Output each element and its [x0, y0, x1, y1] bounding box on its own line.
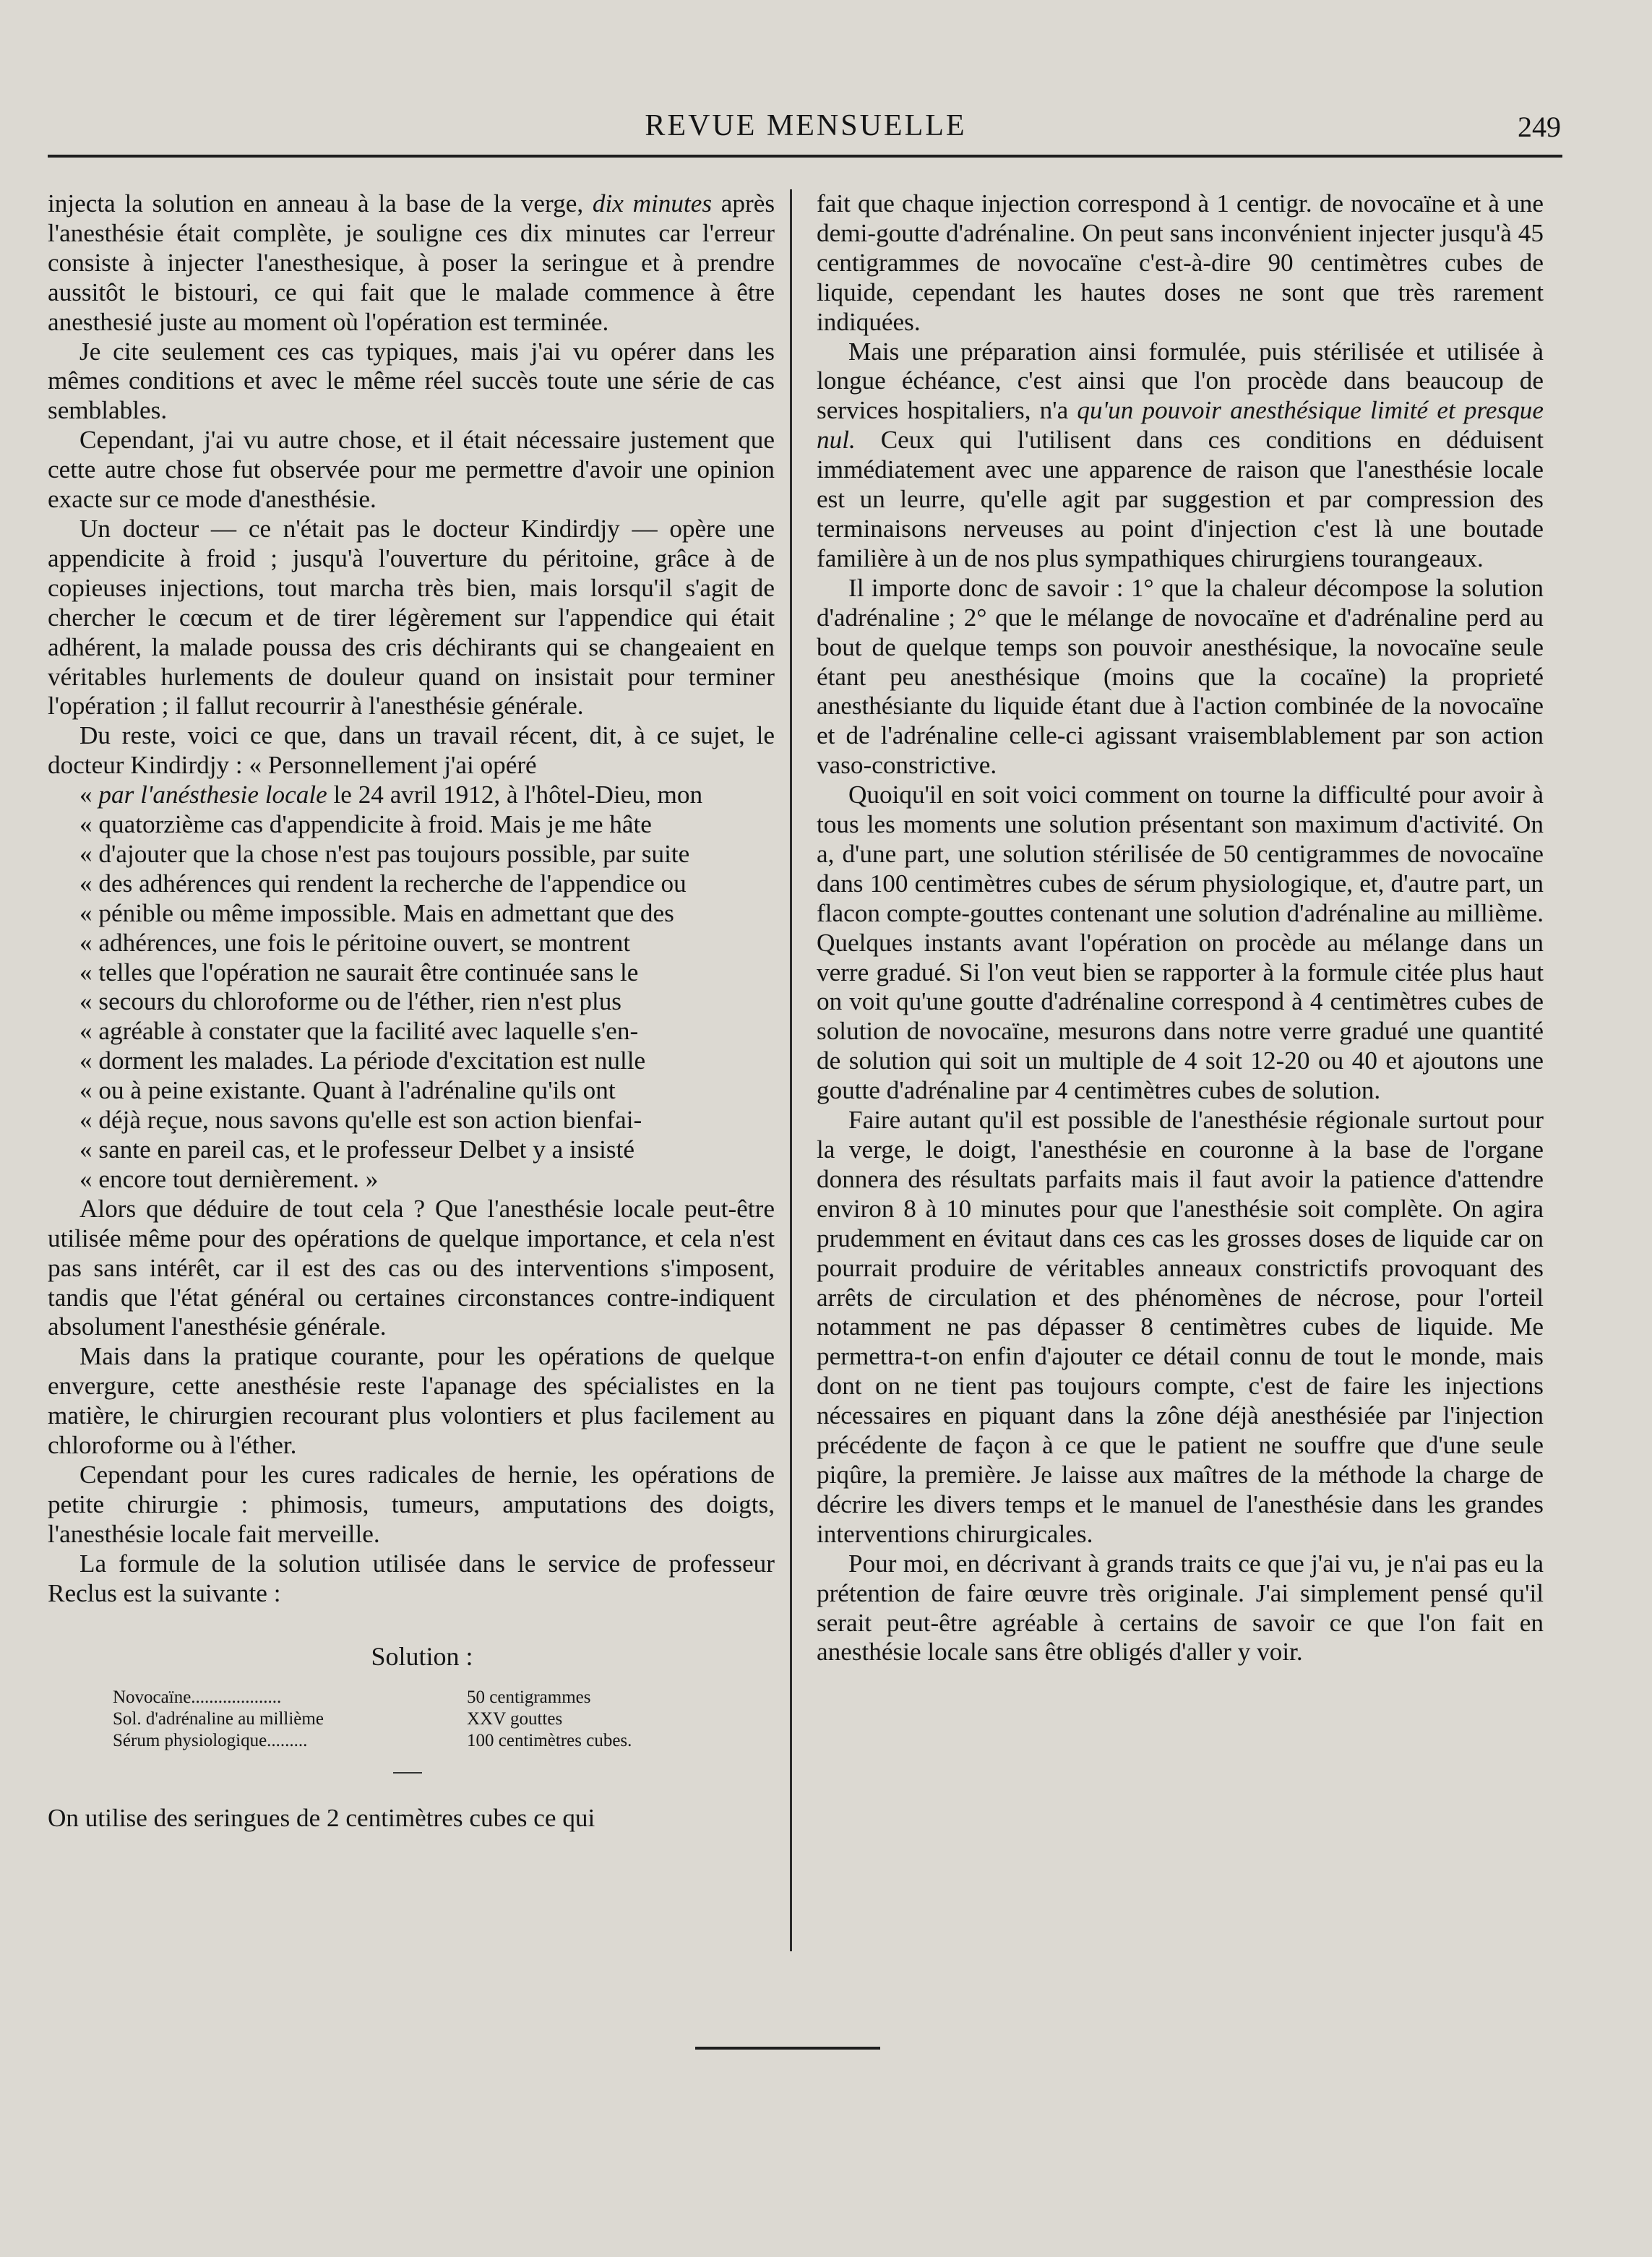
quote-line: [48, 869, 775, 899]
text-span: après l'anesthésie était complète, je souligne ces dix minutes car l'erreur consiste à injecter l'anesthesique, à poser la seringue et à prendre aussitôt le bistouri, ce qui fait que le malade commence à être anesthesié juste au moment où l'opération est terminée.: [48, 189, 775, 336]
paragraph: Cependant, j'ai vu autre chose, et il était nécessaire justement que cette autre chose fut observée pour me permettre d'avoir une opinion exacte sur ce mode d'anesthésie.: [48, 426, 775, 514]
paragraph: fait que chaque injection correspond à 1 centigr. de novocaïne et à une demi-goutte d'adrénaline. On peut sans inconvénient injecter jusqu'à 45 centigrammes de novocaïne c'est-à-dire 90 centimètres cubes de liquide, cependant les hautes doses ne sont que très rarement indiquées.: [817, 189, 1544, 336]
solution-row: [113, 1730, 775, 1752]
ingredient-name: Sérum physiologique.........: [113, 1731, 308, 1751]
paragraph: [48, 189, 775, 338]
text-span: «: [79, 781, 99, 809]
text-span: « sante en pareil cas, et le professeur Delbet y a insisté: [79, 1135, 634, 1164]
running-head: [51, 108, 1561, 152]
ingredient-dose: XXV gouttes: [467, 1709, 563, 1729]
quote-line: [48, 1165, 775, 1195]
quote-line: [48, 929, 775, 958]
quote-line: [48, 781, 775, 810]
quote-line: [48, 899, 775, 929]
paragraph: Faire autant qu'il est possible de l'anesthésie régionale surtout pour la verge, le doigt, l'anesthésie en couronne à la base de l'organe donnera des résultats parfaits mais il faut avoir la patience d'attendre environ 8 à 10 minutes pour que l'anesthésie soit complète. On agira prudemment en évitaut dans ces cas les grosses doses de liquide car on pourrait produire de véritables anneaux constrictifs provoquant des arrêts de circulation et des phénomènes de nécrose, pour l'orteil notamment ne pas dépasser 8 centimètres cubes de liquide. Me permettra-t-on enfin d'ajouter ce détail connu de tout le monde, mais dont on ne tient pas toujours compte, c'est de faire les injections nécessaires en piquant dans la zône déjà anesthésiée par l'injection précédente de façon à ce que le patient ne souffre que d'une seule piqûre, la première. Je laisse aux maîtres de la méthode la charge de décrire les divers temps et le manuel de l'anesthésie dans les grandes interventions chirurgicales.: [817, 1106, 1544, 1548]
text-span: « adhérences, une fois le péritoine ouvert, se montrent: [79, 928, 631, 957]
text-span: Ceux qui l'utilisent dans ces conditions en déduisent immédiatement avec une apparence de raison que l'anesthésie locale est un leurre, qu'elle agit par suggestion et par compression des terminaisons nerveuses au point d'injection c'est là une boutade familière à un de nos plus sympathiques chirurgiens tourangeaux.: [817, 426, 1544, 572]
left-column: [48, 189, 775, 1833]
quote-line: [48, 987, 775, 1017]
ingredient-dose: 50 centigrammes: [467, 1688, 591, 1708]
text-span: « dorment les malades. La période d'excitation est nulle: [79, 1046, 646, 1075]
quote-line: [48, 1046, 775, 1076]
page-number: 249: [1518, 111, 1561, 143]
quote-line: [48, 1076, 775, 1106]
quotation: [48, 781, 775, 1195]
quote-line: [48, 810, 775, 840]
text-span: « déjà reçue, nous savons qu'elle est son action bienfai-: [79, 1106, 642, 1135]
emphasis: dix minutes: [592, 189, 713, 218]
quote-line: [48, 1017, 775, 1046]
text-span: « encore tout dernièrement. »: [79, 1164, 379, 1193]
text-span: « ou à peine existante. Quant à l'adrénaline qu'ils ont: [79, 1076, 616, 1105]
solution-formula: [48, 1642, 775, 1774]
paragraph: Mais dans la pratique courante, pour les opérations de quelque envergure, cette anesthésie reste l'apanage des spécialistes en la matière, le chirurgien recourant plus volontiers et plus facilement au chloroforme ou à l'éther.: [48, 1342, 775, 1460]
ingredient-dose: 100 centimètres cubes.: [467, 1731, 632, 1751]
paragraph: Alors que déduire de tout cela ? Que l'anesthésie locale peut-être utilisée même pour des opérations de quelque importance, et cela n'est pas sans intérêt, car il est des cas ou des interventions s'imposent, tandis que l'état général ou certaines circonstances contre-indiquent absolument l'anesthésie générale.: [48, 1194, 775, 1341]
quote-line: [48, 1106, 775, 1135]
text-span: « telles que l'opération ne saurait être continuée sans le: [79, 958, 639, 986]
quote-line: [48, 958, 775, 988]
solution-rule: [393, 1772, 422, 1774]
end-rule: [695, 2047, 880, 2050]
text-span: « quatorzième cas d'appendicite à froid. Mais je me hâte: [79, 810, 652, 839]
paragraph: Quoiqu'il en soit voici comment on tourne la difficulté pour avoir à tous les moments une solution présentant son maximum d'activité. On a, d'une part, une solution stérilisée de 50 centigrammes de novocaïne dans 100 centimètres cubes de sérum physiologique, et, d'autre part, un flacon compte-gouttes contenant une solution d'adrénaline au millième. Quelques instants avant l'opération on procède au mélange dans un verre gradué. Si l'on veut bien se rapporter à la formule citée plus haut on voit qu'une goutte d'adrénaline correspond à 4 centimètres cubes de solution de novocaïne, mesurons dans notre verre gradué une quantité de solution qui soit un multiple de 4 soit 12-20 ou 40 et ajoutons une goutte d'adrénaline par 4 centimètres cubes de solution.: [817, 781, 1544, 1105]
right-column: [817, 189, 1544, 1667]
paragraph: Pour moi, en décrivant à grands traits ce que j'ai vu, je n'ai pas eu la prétention de faire œuvre très originale. J'ai simplement pensé qu'il serait peut-être agréable à certains de savoir ce que l'on fait en anesthésie locale sans être obligés d'aller y voir.: [817, 1549, 1544, 1667]
text-span: injecta la solution en anneau à la base de la verge,: [48, 189, 584, 218]
paragraph: Un docteur — ce n'était pas le docteur Kindirdjy — opère une appendicite à froid ; jusqu'à l'ouverture du péritoine, grâce à de copieuses injections, tout marcha très bien, mais lorsqu'il s'agit de chercher le cœcum et de tirer légèrement sur l'appendice qui était adhérent, la malade poussa des cris déchirants qui se changeaient en véritables hurlements de douleur quand on insistait pour terminer l'opération ; il fallut recourrir à l'anesthésie générale.: [48, 514, 775, 721]
text-span: « pénible ou même impossible. Mais en admettant que des: [79, 898, 674, 927]
paragraph: Cependant pour les cures radicales de hernie, les opérations de petite chirurgie : phimosis, tumeurs, amputations des doigts, l'anesthésie locale fait merveille.: [48, 1460, 775, 1548]
solution-row: [113, 1687, 775, 1708]
emphasis: qu'un pouvoir anesthésique limité et presque nul.: [817, 396, 1544, 455]
solution-row: [113, 1708, 775, 1730]
quote-line: [48, 1135, 775, 1165]
quote-line: [48, 840, 775, 869]
text-span: « agréable à constater que la facilité avec laquelle s'en-: [79, 1017, 639, 1046]
ingredient-name: Sol. d'adrénaline au millième: [113, 1709, 324, 1729]
text-span: Mais une préparation ainsi formulée, puis stérilisée et utilisée à longue échéance, c'est ainsi que l'on procède dans beaucoup de services hospitaliers, n'a: [817, 337, 1544, 425]
paragraph: Du reste, voici ce que, dans un travail récent, dit, à ce sujet, le docteur Kindirdjy : « Personnellement j'ai opéré: [48, 721, 775, 780]
text-span: le 24 avril 1912, à l'hôtel-Dieu, mon: [327, 781, 703, 809]
column-rule: [790, 189, 792, 1951]
journal-title: REVUE MENSUELLE: [645, 109, 967, 142]
text-span: « des adhérences qui rendent la recherche de l'appendice ou: [79, 869, 687, 898]
text-span: « d'ajouter que la chose n'est pas toujours possible, par suite: [79, 839, 690, 868]
text-span: « secours du chloroforme ou de l'éther, rien n'est plus: [79, 987, 622, 1016]
paragraph: La formule de la solution utilisée dans le service de professeur Reclus est la suivante :: [48, 1549, 775, 1607]
ingredient-name: Novocaïne....................: [113, 1688, 282, 1708]
paragraph: Je cite seulement ces cas typiques, mais j'ai vu opérer dans les mêmes conditions et avec le même réel succès toute une série de cas semblables.: [48, 337, 775, 425]
header-rule: [48, 155, 1562, 158]
paragraph: On utilise des seringues de 2 centimètres cubes ce qui: [48, 1804, 595, 1833]
emphasis: par l'anésthesie locale: [98, 781, 327, 809]
paragraph: Il importe donc de savoir : 1° que la chaleur décompose la solution d'adrénaline ; 2° que le mélange de novocaïne et d'adrénaline perd au bout de quelque temps son pouvoir anesthésique, la novocaïne seule étant peu anesthésique (moins que la cocaïne) la proprieté anesthésiante du liquide étant due à l'action combinée de la novocaïne et de l'adrénaline celle-ci agissant vraisemblablement par son action vaso-constrictive.: [817, 573, 1544, 780]
paragraph: [817, 338, 1544, 574]
solution-table: [113, 1687, 775, 1752]
solution-title: Solution :: [371, 1641, 473, 1671]
